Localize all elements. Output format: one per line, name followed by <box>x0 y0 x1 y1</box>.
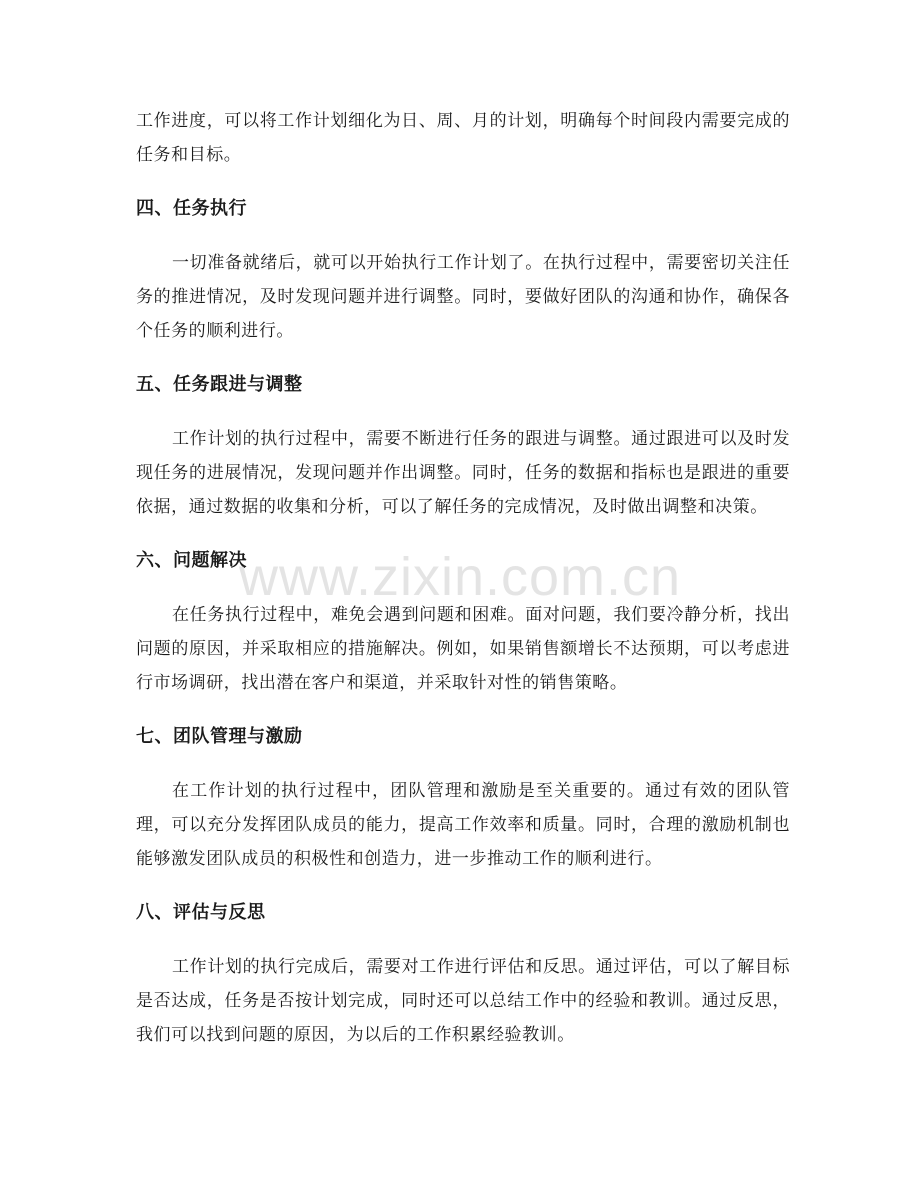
document-page <box>136 104 790 1052</box>
section-body-7: 在工作计划的执行过程中，团队管理和激励是至关重要的。通过有效的团队管理，可以充分发挥团队成员的能力，提高工作效率和质量。同时，合理的激励机制也能够激发团队成员的积极性和创造力，进一步推动工作的顺利进行。 <box>136 781 790 869</box>
section-heading-7: 七、团队管理与激励 <box>136 726 303 747</box>
section-body-4: 一切准备就绪后，就可以开始执行工作计划了。在执行过程中，需要密切关注任务的推进情况，及时发现问题并进行调整。同时，要做好团队的沟通和协作，确保各个任务的顺利进行。 <box>136 253 790 341</box>
section-heading-4: 四、任务执行 <box>136 198 247 219</box>
intro-paragraph: 工作进度，可以将工作计划细化为日、周、月的计划，明确每个时间段内需要完成的任务和目标。 <box>136 111 790 165</box>
section-heading-5: 五、任务跟进与调整 <box>136 374 303 395</box>
section-heading-6: 六、问题解决 <box>136 550 247 571</box>
section-body-8: 工作计划的执行完成后，需要对工作进行评估和反思。通过评估，可以了解目标是否达成，任务是否按计划完成，同时还可以总结工作中的经验和教训。通过反思，我们可以找到问题的原因，为以后的工作积累经验教训。 <box>136 957 790 1045</box>
section-body-5: 工作计划的执行过程中，需要不断进行任务的跟进与调整。通过跟进可以及时发现任务的进展情况，发现问题并作出调整。同时，任务的数据和指标也是跟进的重要依据，通过数据的收集和分析，可以了解任务的完成情况，及时做出调整和决策。 <box>136 429 790 517</box>
section-heading-8: 八、评估与反思 <box>136 902 266 923</box>
section-body-6: 在任务执行过程中，难免会遇到问题和困难。面对问题，我们要冷静分析，找出问题的原因，并采取相应的措施解决。例如，如果销售额增长不达预期，可以考虑进行市场调研，找出潜在客户和渠道，并采取针对性的销售策略。 <box>136 605 790 693</box>
watermark-text: www.zixin.com.cn <box>238 547 682 607</box>
